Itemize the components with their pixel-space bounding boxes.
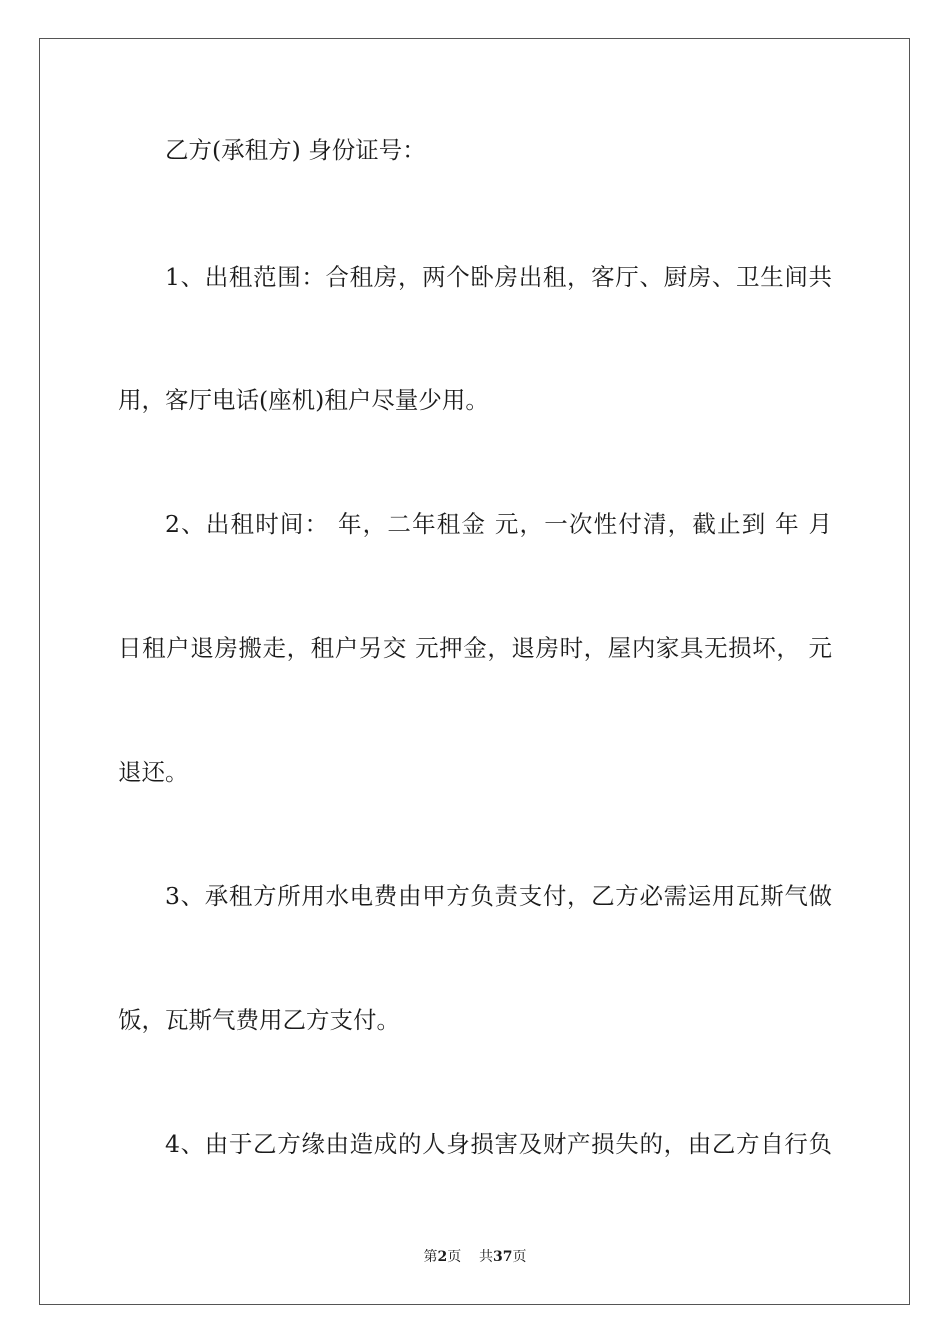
clause-1-line-2: 用，客厅电话(座机)租户尽量少用。 <box>118 386 489 414</box>
footer-total-pages: 37 <box>493 1249 513 1265</box>
footer-page-suffix: 页 <box>447 1249 462 1265</box>
footer-total-suffix: 页 <box>512 1249 527 1265</box>
page-footer <box>0 1247 950 1267</box>
clause-2-line-3: 退还。 <box>118 758 189 786</box>
clause-3-line-1: 3、承租方所用水电费由甲方负责支付，乙方必需运用瓦斯气做 <box>165 882 832 910</box>
clause-2-line-2: 日租户退房搬走，租户另交 元押金，退房时，屋内家具无损坏， 元 <box>118 634 832 662</box>
clause-3-line-2: 饭，瓦斯气费用乙方支付。 <box>118 1006 400 1034</box>
clause-4-line-1: 4、由于乙方缘由造成的人身损害及财产损失的，由乙方自行负 <box>165 1130 832 1158</box>
page-border <box>39 38 910 1305</box>
footer-total-prefix: 共 <box>479 1249 494 1265</box>
clause-2-line-1: 2、出租时间： 年，二年租金 元，一次性付清，截止到 年 月 <box>165 510 832 538</box>
clause-1-line-1: 1、出租范围：合租房，两个卧房出租，客厅、厨房、卫生间共 <box>165 263 832 291</box>
footer-page-prefix: 第 <box>423 1249 438 1265</box>
party-b-id-line: 乙方(承租方) 身份证号： <box>165 136 426 164</box>
footer-page-number: 2 <box>437 1249 448 1265</box>
